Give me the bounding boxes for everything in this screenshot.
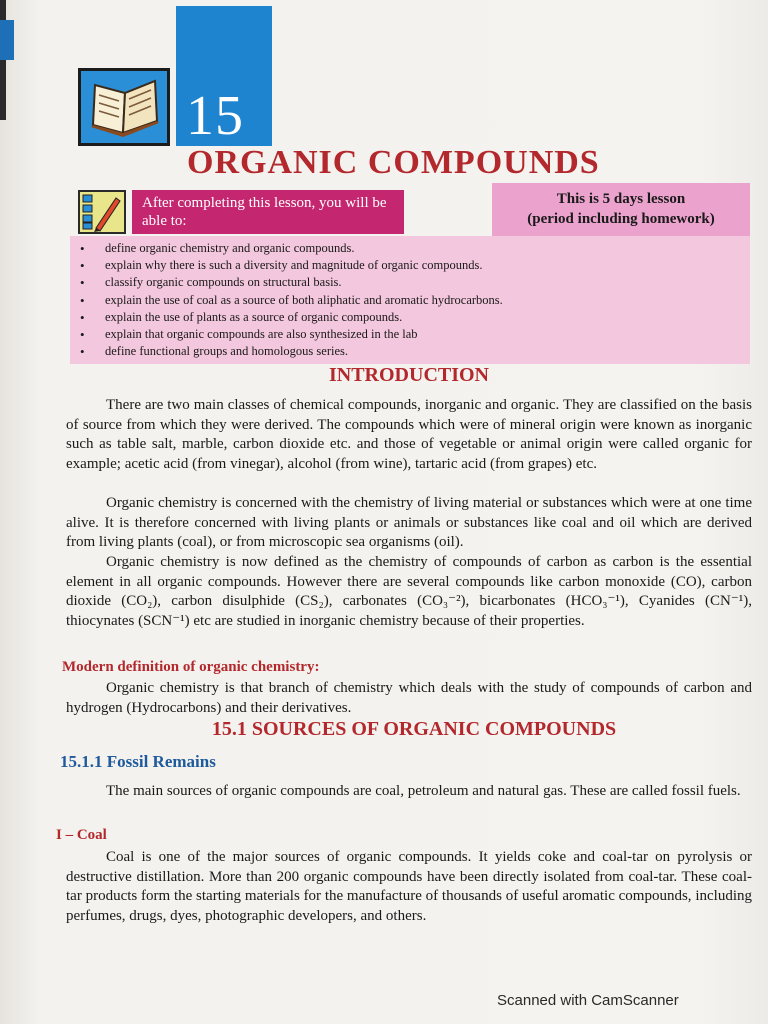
chapter-title: ORGANIC COMPOUNDS [187, 144, 600, 181]
objectives-list [78, 240, 728, 360]
objective-item: • classify organic compounds on structural basis. [78, 274, 728, 291]
intro-paragraph-2: Organic chemistry is concerned with the chemistry of living material or substances which were at one time alive. It is therefore concerned with living plants or animals or substances like coal and oil which are derived from living plants (coal), or from microscopic sea organisms (oil). [66, 495, 752, 550]
duration-line-2: (period including homework) [527, 211, 715, 227]
coal-heading: I – Coal [56, 827, 107, 843]
fossil-remains-heading: 15.1.1 Fossil Remains [60, 752, 216, 771]
lesson-duration-text [496, 189, 746, 229]
modern-definition-paragraph: Organic chemistry is that branch of chemistry which deals with the study of compounds of carbon and hydrogen (Hydrocarbons) and their derivatives. [66, 680, 752, 716]
coal-paragraph: Coal is one of the major sources of organic compounds. It yields coke and coal-tar on pyrolysis or destructive distillation. More than 200 organic compounds have been directly isolated from coal-tar. These coal-tar products form the starting materials for the manufacture of thousands of useful aromatic compounds, including perfumes, drugs, dyes, photographic developers, and others. [66, 849, 752, 924]
introduction-heading: INTRODUCTION [328, 364, 490, 386]
intro-paragraph-1: There are two main classes of chemical compounds, inorganic and organic. They are classified on the basis of source from which they were derived. The compounds which were of mineral origin were known as inorganic such as table salt, marble, carbon dioxide etc. and those of vegetable or animal origin were called organic for example; acetic acid (from vinegar), alcohol (from wine), tartaric acid (from grapes) etc. [66, 397, 752, 472]
objective-item: • define organic chemistry and organic compounds. [78, 240, 728, 257]
binding-edge [0, 0, 6, 120]
duration-line-1: This is 5 days lesson [556, 191, 686, 207]
objective-item: • explain why there is such a diversity and magnitude of organic compounds. [78, 257, 728, 274]
intro-paragraph-3: Organic chemistry is now defined as the chemistry of compounds of carbon as carbon is the essential element in all organic compounds. However there are several compounds like carbon monoxide (CO), carbon dioxide (CO₂), carbon disulphide (CS₂), carbonates (CO₃⁻²), bicarbonates (HCO₃⁻¹), Cyanides (CN⁻¹), thiocynates (SCN⁻¹) etc are studied in inorganic chemistry because of their properties. [66, 554, 752, 629]
fossil-paragraph: The main sources of organic compounds are coal, petroleum and natural gas. These are called fossil fuels. [106, 783, 741, 799]
objective-item: • explain the use of coal as a source of both aliphatic and aromatic hydrocarbons. [78, 292, 728, 309]
sources-heading: 15.1 SOURCES OF ORGANIC COMPOUNDS [211, 718, 617, 740]
objective-item: • explain that organic compounds are also synthesized in the lab [78, 326, 728, 343]
chapter-number: 15 [186, 85, 244, 147]
book-icon [78, 68, 170, 146]
pencil-checklist-icon [78, 190, 126, 234]
objective-item: • explain the use of plants as a source of organic compounds. [78, 309, 728, 326]
scanner-watermark: Scanned with CamScanner [497, 992, 679, 1009]
modern-definition-heading: Modern definition of organic chemistry: [62, 659, 320, 675]
objective-item: • define functional groups and homologous series. [78, 343, 728, 360]
objectives-banner-text: After completing this lesson, you will be able to: [142, 195, 387, 229]
binding-tab [0, 20, 14, 60]
